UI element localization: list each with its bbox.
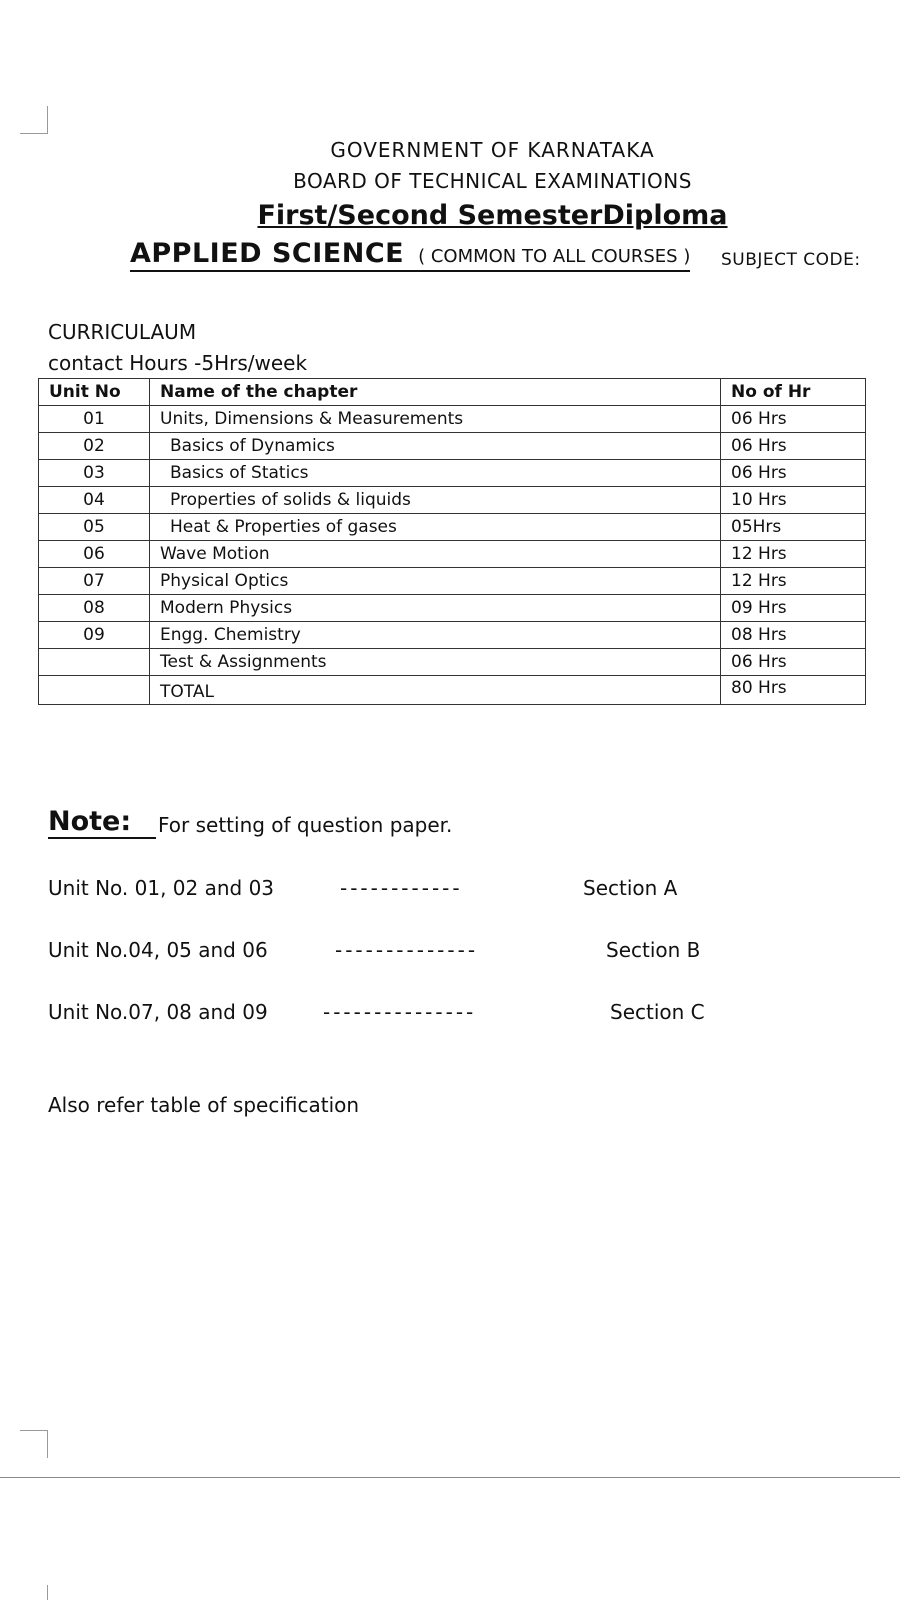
chapter-hours: 12 Hrs [721, 541, 866, 568]
header-hours: No of Hr [721, 379, 866, 406]
table-header-row [39, 379, 866, 406]
chapter-name: Wave Motion [150, 541, 721, 568]
header-chapter-name: Name of the chapter [150, 379, 721, 406]
chapter-name: Basics of Dynamics [150, 433, 721, 460]
note-text: For setting of question paper. [158, 813, 453, 837]
subject-title-line [130, 238, 690, 272]
total-empty-cell [39, 676, 150, 705]
table-row [39, 622, 866, 649]
unit-number: 08 [39, 595, 150, 622]
page-corner-mark-bottom [20, 1430, 48, 1458]
chapter-hours: 06 Hrs [721, 433, 866, 460]
unit-number: 09 [39, 622, 150, 649]
header-board: BOARD OF TECHNICAL EXAMINATIONS [293, 169, 692, 193]
chapter-hours: 09 Hrs [721, 595, 866, 622]
chapter-name: Heat & Properties of gases [150, 514, 721, 541]
page-break-line [0, 1477, 900, 1478]
unit-number: 03 [39, 460, 150, 487]
chapter-hours: 06 Hrs [721, 460, 866, 487]
chapter-name: Physical Optics [150, 568, 721, 595]
rule-dashes: -------------- [335, 938, 479, 962]
header-semester: First/Second SemesterDiploma [257, 200, 728, 231]
chapter-name: Modern Physics [150, 595, 721, 622]
unit-number: 04 [39, 487, 150, 514]
subject-name: APPLIED SCIENCE [130, 238, 405, 269]
next-page-corner-mark [47, 1585, 48, 1600]
table-total-row [39, 676, 866, 705]
chapter-hours: 06 Hrs [721, 406, 866, 433]
chapter-hours: 10 Hrs [721, 487, 866, 514]
header-unit-no: Unit No [39, 379, 150, 406]
total-label: TOTAL [150, 676, 721, 705]
unit-number: 01 [39, 406, 150, 433]
rule-dashes: --------------- [323, 1000, 477, 1024]
note-label: Note: [48, 806, 132, 837]
rule-units: Unit No.07, 08 and 09 [48, 1000, 268, 1024]
subject-common-note: ( COMMON TO ALL COURSES ) [418, 246, 691, 267]
rule-section: Section B [606, 938, 701, 962]
curriculum-title: CURRICULAUM [48, 320, 197, 344]
chapter-hours: 08 Hrs [721, 622, 866, 649]
chapter-name: Basics of Statics [150, 460, 721, 487]
syllabus-table [38, 378, 866, 705]
rule-section: Section C [610, 1000, 705, 1024]
rule-units: Unit No.04, 05 and 06 [48, 938, 268, 962]
table-row [39, 460, 866, 487]
table-row [39, 514, 866, 541]
table-row [39, 568, 866, 595]
chapter-name: Engg. Chemistry [150, 622, 721, 649]
chapter-name: Units, Dimensions & Measurements [150, 406, 721, 433]
chapter-name: Test & Assignments [150, 649, 721, 676]
chapter-hours: 12 Hrs [721, 568, 866, 595]
subject-code-label: SUBJECT CODE: [721, 250, 861, 270]
table-row [39, 406, 866, 433]
table-row [39, 541, 866, 568]
page-corner-mark-top [20, 106, 48, 134]
header-government: GOVERNMENT OF KARNATAKA [330, 138, 655, 162]
unit-number [39, 649, 150, 676]
note-underline [48, 837, 156, 839]
chapter-name: Properties of solids & liquids [150, 487, 721, 514]
total-hours: 80 Hrs [721, 676, 866, 705]
also-refer-text: Also refer table of specification [48, 1093, 360, 1117]
unit-number: 05 [39, 514, 150, 541]
table-row [39, 649, 866, 676]
table-row [39, 433, 866, 460]
contact-hours: contact Hours -5Hrs/week [48, 351, 308, 375]
chapter-hours: 06 Hrs [721, 649, 866, 676]
chapter-hours: 05Hrs [721, 514, 866, 541]
rule-dashes: ------------ [340, 876, 463, 900]
rule-units: Unit No. 01, 02 and 03 [48, 876, 275, 900]
rule-section: Section A [583, 876, 678, 900]
table-row [39, 487, 866, 514]
table-row [39, 595, 866, 622]
unit-number: 07 [39, 568, 150, 595]
unit-number: 06 [39, 541, 150, 568]
unit-number: 02 [39, 433, 150, 460]
